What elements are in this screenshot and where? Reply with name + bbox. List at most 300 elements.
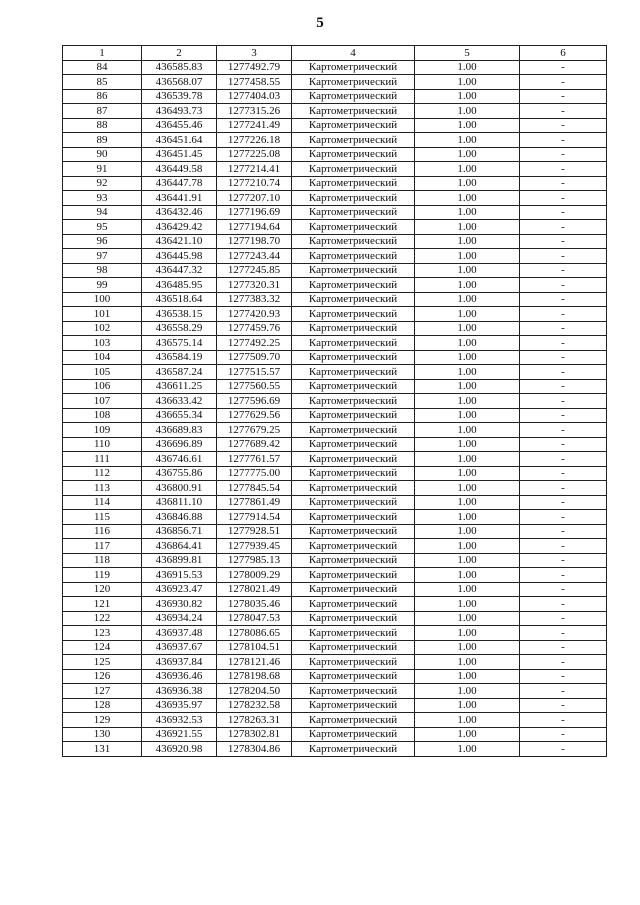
accuracy-cell: 1.00 — [415, 234, 520, 249]
accuracy-cell: 1.00 — [415, 75, 520, 90]
y-coordinate-cell: 1277241.49 — [217, 118, 292, 133]
table-row — [63, 713, 607, 728]
accuracy-cell: 1.00 — [415, 597, 520, 612]
accuracy-cell: 1.00 — [415, 553, 520, 568]
note-cell: - — [520, 698, 607, 713]
table-row — [63, 495, 607, 510]
x-coordinate-cell: 436935.97 — [142, 698, 217, 713]
x-coordinate-cell: 436585.83 — [142, 60, 217, 75]
method-cell: Картометрический — [292, 118, 415, 133]
method-cell: Картометрический — [292, 727, 415, 742]
point-number-cell: 93 — [63, 191, 142, 206]
point-number-cell: 122 — [63, 611, 142, 626]
method-cell: Картометрический — [292, 423, 415, 438]
table-row — [63, 133, 607, 148]
header-cell-4: 4 — [292, 46, 415, 61]
accuracy-cell: 1.00 — [415, 336, 520, 351]
table-row — [63, 263, 607, 278]
x-coordinate-cell: 436811.10 — [142, 495, 217, 510]
method-cell: Картометрический — [292, 60, 415, 75]
table-row — [63, 582, 607, 597]
accuracy-cell: 1.00 — [415, 176, 520, 191]
method-cell: Картометрический — [292, 307, 415, 322]
method-cell: Картометрический — [292, 524, 415, 539]
y-coordinate-cell: 1278035.46 — [217, 597, 292, 612]
method-cell: Картометрический — [292, 539, 415, 554]
point-number-cell: 108 — [63, 408, 142, 423]
x-coordinate-cell: 436934.24 — [142, 611, 217, 626]
y-coordinate-cell: 1277207.10 — [217, 191, 292, 206]
x-coordinate-cell: 436558.29 — [142, 321, 217, 336]
point-number-cell: 86 — [63, 89, 142, 104]
table-row — [63, 292, 607, 307]
table-row — [63, 423, 607, 438]
y-coordinate-cell: 1277194.64 — [217, 220, 292, 235]
point-number-cell: 117 — [63, 539, 142, 554]
y-coordinate-cell: 1277243.44 — [217, 249, 292, 264]
point-number-cell: 118 — [63, 553, 142, 568]
table-row — [63, 220, 607, 235]
table-body — [63, 60, 607, 756]
y-coordinate-cell: 1277458.55 — [217, 75, 292, 90]
y-coordinate-cell: 1277689.42 — [217, 437, 292, 452]
point-number-cell: 99 — [63, 278, 142, 293]
note-cell: - — [520, 205, 607, 220]
accuracy-cell: 1.00 — [415, 104, 520, 119]
y-coordinate-cell: 1277225.08 — [217, 147, 292, 162]
point-number-cell: 103 — [63, 336, 142, 351]
point-number-cell: 90 — [63, 147, 142, 162]
note-cell: - — [520, 684, 607, 699]
point-number-cell: 114 — [63, 495, 142, 510]
accuracy-cell: 1.00 — [415, 437, 520, 452]
table-row — [63, 539, 607, 554]
y-coordinate-cell: 1277596.69 — [217, 394, 292, 409]
x-coordinate-cell: 436915.53 — [142, 568, 217, 583]
method-cell: Картометрический — [292, 568, 415, 583]
x-coordinate-cell: 436493.73 — [142, 104, 217, 119]
table-row — [63, 568, 607, 583]
method-cell: Картометрический — [292, 292, 415, 307]
accuracy-cell: 1.00 — [415, 220, 520, 235]
x-coordinate-cell: 436421.10 — [142, 234, 217, 249]
page-number: 5 — [316, 15, 324, 31]
x-coordinate-cell: 436432.46 — [142, 205, 217, 220]
method-cell: Картометрический — [292, 640, 415, 655]
y-coordinate-cell: 1277928.51 — [217, 524, 292, 539]
accuracy-cell: 1.00 — [415, 365, 520, 380]
point-number-cell: 88 — [63, 118, 142, 133]
accuracy-cell: 1.00 — [415, 249, 520, 264]
point-number-cell: 97 — [63, 249, 142, 264]
note-cell: - — [520, 394, 607, 409]
y-coordinate-cell: 1277196.69 — [217, 205, 292, 220]
y-coordinate-cell: 1278204.50 — [217, 684, 292, 699]
y-coordinate-cell: 1277515.57 — [217, 365, 292, 380]
note-cell: - — [520, 176, 607, 191]
note-cell: - — [520, 510, 607, 525]
point-number-cell: 95 — [63, 220, 142, 235]
table-row — [63, 655, 607, 670]
x-coordinate-cell: 436921.55 — [142, 727, 217, 742]
method-cell: Картометрический — [292, 553, 415, 568]
table-header-row — [63, 46, 607, 61]
y-coordinate-cell: 1277775.00 — [217, 466, 292, 481]
method-cell: Картометрический — [292, 742, 415, 757]
accuracy-cell: 1.00 — [415, 162, 520, 177]
note-cell: - — [520, 379, 607, 394]
note-cell: - — [520, 655, 607, 670]
method-cell: Картометрический — [292, 220, 415, 235]
accuracy-cell: 1.00 — [415, 611, 520, 626]
accuracy-cell: 1.00 — [415, 655, 520, 670]
point-number-cell: 91 — [63, 162, 142, 177]
note-cell: - — [520, 365, 607, 380]
note-cell: - — [520, 452, 607, 467]
x-coordinate-cell: 436930.82 — [142, 597, 217, 612]
note-cell: - — [520, 263, 607, 278]
method-cell: Картометрический — [292, 191, 415, 206]
point-number-cell: 120 — [63, 582, 142, 597]
table-row — [63, 727, 607, 742]
x-coordinate-cell: 436575.14 — [142, 336, 217, 351]
x-coordinate-cell: 436689.83 — [142, 423, 217, 438]
x-coordinate-cell: 436936.46 — [142, 669, 217, 684]
x-coordinate-cell: 436485.95 — [142, 278, 217, 293]
table-row — [63, 365, 607, 380]
point-number-cell: 89 — [63, 133, 142, 148]
note-cell: - — [520, 423, 607, 438]
table-row — [63, 466, 607, 481]
point-number-cell: 116 — [63, 524, 142, 539]
table-row — [63, 89, 607, 104]
method-cell: Картометрический — [292, 104, 415, 119]
x-coordinate-cell: 436587.24 — [142, 365, 217, 380]
method-cell: Картометрический — [292, 611, 415, 626]
table-row — [63, 669, 607, 684]
accuracy-cell: 1.00 — [415, 408, 520, 423]
x-coordinate-cell: 436451.64 — [142, 133, 217, 148]
method-cell: Картометрический — [292, 669, 415, 684]
y-coordinate-cell: 1278104.51 — [217, 640, 292, 655]
note-cell: - — [520, 162, 607, 177]
point-number-cell: 115 — [63, 510, 142, 525]
note-cell: - — [520, 597, 607, 612]
y-coordinate-cell: 1278232.58 — [217, 698, 292, 713]
y-coordinate-cell: 1277226.18 — [217, 133, 292, 148]
note-cell: - — [520, 568, 607, 583]
note-cell: - — [520, 611, 607, 626]
accuracy-cell: 1.00 — [415, 626, 520, 641]
x-coordinate-cell: 436800.91 — [142, 481, 217, 496]
x-coordinate-cell: 436449.58 — [142, 162, 217, 177]
point-number-cell: 129 — [63, 713, 142, 728]
method-cell: Картометрический — [292, 365, 415, 380]
x-coordinate-cell: 436633.42 — [142, 394, 217, 409]
table-row — [63, 249, 607, 264]
x-coordinate-cell: 436923.47 — [142, 582, 217, 597]
method-cell: Картометрический — [292, 713, 415, 728]
note-cell: - — [520, 466, 607, 481]
method-cell: Картометрический — [292, 89, 415, 104]
x-coordinate-cell: 436856.71 — [142, 524, 217, 539]
note-cell: - — [520, 249, 607, 264]
note-cell: - — [520, 75, 607, 90]
table-row — [63, 611, 607, 626]
point-number-cell: 85 — [63, 75, 142, 90]
note-cell: - — [520, 147, 607, 162]
x-coordinate-cell: 436455.46 — [142, 118, 217, 133]
point-number-cell: 125 — [63, 655, 142, 670]
accuracy-cell: 1.00 — [415, 60, 520, 75]
y-coordinate-cell: 1278009.29 — [217, 568, 292, 583]
point-number-cell: 119 — [63, 568, 142, 583]
y-coordinate-cell: 1277383.32 — [217, 292, 292, 307]
point-number-cell: 96 — [63, 234, 142, 249]
accuracy-cell: 1.00 — [415, 524, 520, 539]
table-row — [63, 510, 607, 525]
method-cell: Картометрический — [292, 379, 415, 394]
accuracy-cell: 1.00 — [415, 510, 520, 525]
point-number-cell: 104 — [63, 350, 142, 365]
accuracy-cell: 1.00 — [415, 481, 520, 496]
table-row — [63, 640, 607, 655]
x-coordinate-cell: 436899.81 — [142, 553, 217, 568]
table-row — [63, 698, 607, 713]
y-coordinate-cell: 1277315.26 — [217, 104, 292, 119]
x-coordinate-cell: 436932.53 — [142, 713, 217, 728]
table-row — [63, 205, 607, 220]
y-coordinate-cell: 1277939.45 — [217, 539, 292, 554]
method-cell: Картометрический — [292, 684, 415, 699]
note-cell: - — [520, 495, 607, 510]
y-coordinate-cell: 1277245.85 — [217, 263, 292, 278]
accuracy-cell: 1.00 — [415, 205, 520, 220]
accuracy-cell: 1.00 — [415, 713, 520, 728]
point-number-cell: 123 — [63, 626, 142, 641]
x-coordinate-cell: 436451.45 — [142, 147, 217, 162]
header-cell-2: 2 — [142, 46, 217, 61]
point-number-cell: 105 — [63, 365, 142, 380]
method-cell: Картометрический — [292, 263, 415, 278]
note-cell: - — [520, 292, 607, 307]
table-row — [63, 176, 607, 191]
accuracy-cell: 1.00 — [415, 423, 520, 438]
y-coordinate-cell: 1278198.68 — [217, 669, 292, 684]
x-coordinate-cell: 436518.64 — [142, 292, 217, 307]
note-cell: - — [520, 191, 607, 206]
note-cell: - — [520, 539, 607, 554]
method-cell: Картометрический — [292, 176, 415, 191]
point-number-cell: 131 — [63, 742, 142, 757]
table-row — [63, 437, 607, 452]
note-cell: - — [520, 437, 607, 452]
table-row — [63, 336, 607, 351]
y-coordinate-cell: 1277629.56 — [217, 408, 292, 423]
x-coordinate-cell: 436755.86 — [142, 466, 217, 481]
method-cell: Картометрический — [292, 336, 415, 351]
method-cell: Картометрический — [292, 75, 415, 90]
accuracy-cell: 1.00 — [415, 191, 520, 206]
table-row — [63, 307, 607, 322]
x-coordinate-cell: 436920.98 — [142, 742, 217, 757]
table-row — [63, 408, 607, 423]
accuracy-cell: 1.00 — [415, 727, 520, 742]
note-cell: - — [520, 713, 607, 728]
x-coordinate-cell: 436539.78 — [142, 89, 217, 104]
method-cell: Картометрический — [292, 147, 415, 162]
accuracy-cell: 1.00 — [415, 698, 520, 713]
accuracy-cell: 1.00 — [415, 263, 520, 278]
header-cell-1: 1 — [63, 46, 142, 61]
method-cell: Картометрический — [292, 394, 415, 409]
x-coordinate-cell: 436937.67 — [142, 640, 217, 655]
accuracy-cell: 1.00 — [415, 350, 520, 365]
y-coordinate-cell: 1278302.81 — [217, 727, 292, 742]
table-row — [63, 626, 607, 641]
y-coordinate-cell: 1278263.31 — [217, 713, 292, 728]
y-coordinate-cell: 1277210.74 — [217, 176, 292, 191]
method-cell: Картометрический — [292, 626, 415, 641]
note-cell: - — [520, 640, 607, 655]
accuracy-cell: 1.00 — [415, 466, 520, 481]
note-cell: - — [520, 60, 607, 75]
point-number-cell: 128 — [63, 698, 142, 713]
y-coordinate-cell: 1277560.55 — [217, 379, 292, 394]
accuracy-cell: 1.00 — [415, 133, 520, 148]
y-coordinate-cell: 1277404.03 — [217, 89, 292, 104]
y-coordinate-cell: 1277679.25 — [217, 423, 292, 438]
table-row — [63, 278, 607, 293]
method-cell: Картометрический — [292, 350, 415, 365]
table-row — [63, 394, 607, 409]
point-number-cell: 130 — [63, 727, 142, 742]
method-cell: Картометрический — [292, 321, 415, 336]
accuracy-cell: 1.00 — [415, 684, 520, 699]
note-cell: - — [520, 524, 607, 539]
note-cell: - — [520, 582, 607, 597]
y-coordinate-cell: 1277420.93 — [217, 307, 292, 322]
x-coordinate-cell: 436696.89 — [142, 437, 217, 452]
accuracy-cell: 1.00 — [415, 669, 520, 684]
note-cell: - — [520, 553, 607, 568]
method-cell: Картометрический — [292, 278, 415, 293]
y-coordinate-cell: 1278304.86 — [217, 742, 292, 757]
x-coordinate-cell: 436568.07 — [142, 75, 217, 90]
x-coordinate-cell: 436611.25 — [142, 379, 217, 394]
x-coordinate-cell: 436429.42 — [142, 220, 217, 235]
accuracy-cell: 1.00 — [415, 394, 520, 409]
method-cell: Картометрический — [292, 452, 415, 467]
point-number-cell: 98 — [63, 263, 142, 278]
method-cell: Картометрический — [292, 205, 415, 220]
x-coordinate-cell: 436584.19 — [142, 350, 217, 365]
method-cell: Картометрический — [292, 437, 415, 452]
note-cell: - — [520, 727, 607, 742]
method-cell: Картометрический — [292, 466, 415, 481]
y-coordinate-cell: 1277214.41 — [217, 162, 292, 177]
note-cell: - — [520, 669, 607, 684]
point-number-cell: 107 — [63, 394, 142, 409]
x-coordinate-cell: 436937.48 — [142, 626, 217, 641]
header-cell-5: 5 — [415, 46, 520, 61]
y-coordinate-cell: 1277320.31 — [217, 278, 292, 293]
note-cell: - — [520, 742, 607, 757]
accuracy-cell: 1.00 — [415, 582, 520, 597]
point-number-cell: 94 — [63, 205, 142, 220]
point-number-cell: 111 — [63, 452, 142, 467]
method-cell: Картометрический — [292, 510, 415, 525]
x-coordinate-cell: 436447.32 — [142, 263, 217, 278]
x-coordinate-cell: 436746.61 — [142, 452, 217, 467]
header-cell-3: 3 — [217, 46, 292, 61]
y-coordinate-cell: 1278121.46 — [217, 655, 292, 670]
method-cell: Картометрический — [292, 655, 415, 670]
note-cell: - — [520, 234, 607, 249]
point-number-cell: 127 — [63, 684, 142, 699]
coordinates-table — [62, 45, 607, 757]
point-number-cell: 109 — [63, 423, 142, 438]
note-cell: - — [520, 626, 607, 641]
point-number-cell: 101 — [63, 307, 142, 322]
method-cell: Картометрический — [292, 234, 415, 249]
note-cell: - — [520, 336, 607, 351]
accuracy-cell: 1.00 — [415, 568, 520, 583]
table-row — [63, 162, 607, 177]
accuracy-cell: 1.00 — [415, 278, 520, 293]
y-coordinate-cell: 1277492.25 — [217, 336, 292, 351]
x-coordinate-cell: 436937.84 — [142, 655, 217, 670]
table-row — [63, 234, 607, 249]
method-cell: Картометрический — [292, 162, 415, 177]
table-row — [63, 742, 607, 757]
note-cell: - — [520, 321, 607, 336]
note-cell: - — [520, 307, 607, 322]
point-number-cell: 113 — [63, 481, 142, 496]
accuracy-cell: 1.00 — [415, 640, 520, 655]
table-row — [63, 379, 607, 394]
note-cell: - — [520, 118, 607, 133]
table-row — [63, 75, 607, 90]
note-cell: - — [520, 89, 607, 104]
method-cell: Картометрический — [292, 481, 415, 496]
accuracy-cell: 1.00 — [415, 147, 520, 162]
header-cell-6: 6 — [520, 46, 607, 61]
accuracy-cell: 1.00 — [415, 307, 520, 322]
table-row — [63, 321, 607, 336]
method-cell: Картометрический — [292, 495, 415, 510]
y-coordinate-cell: 1277509.70 — [217, 350, 292, 365]
note-cell: - — [520, 350, 607, 365]
y-coordinate-cell: 1277198.70 — [217, 234, 292, 249]
point-number-cell: 126 — [63, 669, 142, 684]
y-coordinate-cell: 1278047.53 — [217, 611, 292, 626]
y-coordinate-cell: 1277492.79 — [217, 60, 292, 75]
note-cell: - — [520, 133, 607, 148]
method-cell: Картометрический — [292, 597, 415, 612]
note-cell: - — [520, 278, 607, 293]
y-coordinate-cell: 1277914.54 — [217, 510, 292, 525]
point-number-cell: 102 — [63, 321, 142, 336]
table-row — [63, 481, 607, 496]
note-cell: - — [520, 481, 607, 496]
x-coordinate-cell: 436538.15 — [142, 307, 217, 322]
point-number-cell: 124 — [63, 640, 142, 655]
x-coordinate-cell: 436936.38 — [142, 684, 217, 699]
y-coordinate-cell: 1277985.13 — [217, 553, 292, 568]
y-coordinate-cell: 1278021.49 — [217, 582, 292, 597]
table-row — [63, 684, 607, 699]
